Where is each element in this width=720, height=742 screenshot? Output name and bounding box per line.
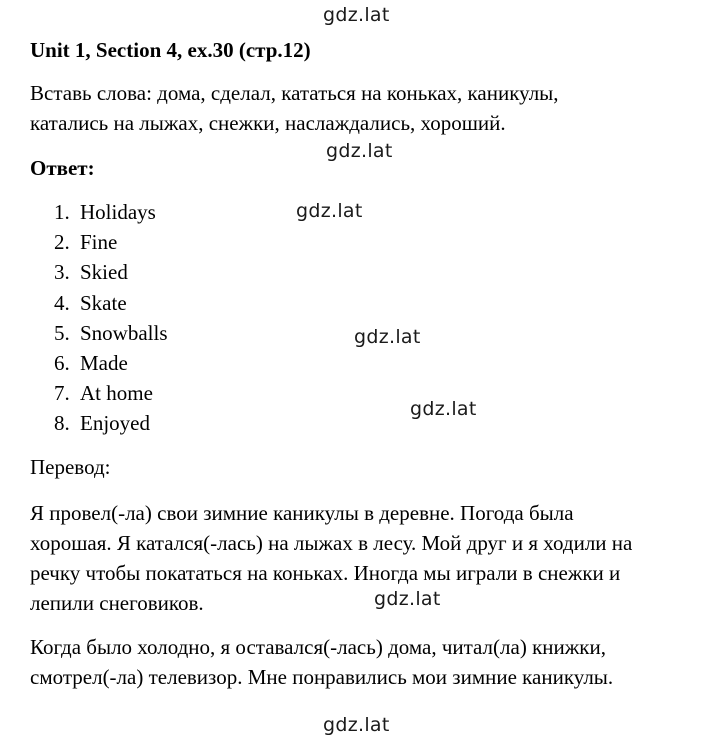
task-line: Вставь слова: дома, сделал, кататься на коньках, каникулы, [30,81,559,105]
item-number: 3. [54,260,70,285]
list-item [54,318,168,348]
paragraph-line: Я провел(-ла) свои зимние каникулы в деревне. Погода была [30,501,574,525]
paragraph-line: речку чтобы покататься на коньках. Иногда мы играли в снежки и [30,561,621,585]
translation-paragraph [30,632,613,692]
watermark: gdz.lat [323,4,390,26]
paragraph-line: Когда было холодно, я оставался(-лась) дома, читал(ла) книжки, [30,635,606,659]
answer-label: Ответ: [30,156,95,180]
watermark: gdz.lat [374,588,441,610]
item-text: Skate [80,290,127,315]
watermark: gdz.lat [323,714,390,736]
item-text: Fine [80,230,118,255]
list-item [54,257,168,287]
item-text: Holidays [80,200,156,224]
list-item [54,197,168,227]
watermark: gdz.lat [354,326,421,348]
item-number: 5. [54,320,70,345]
list-item [54,348,168,378]
item-number: 2. [54,230,70,255]
item-text: Snowballs [80,320,168,345]
item-number: 4. [54,290,70,315]
translation-label: Перевод: [30,455,111,479]
item-text: Enjoyed [80,411,150,436]
item-text: Made [80,350,128,375]
task-text [30,78,559,138]
watermark: gdz.lat [410,398,477,420]
item-text: At home [80,381,153,406]
item-text: Skied [80,260,128,285]
paragraph-line: хорошая. Я катался(-лась) на лыжах в лесу. Мой друг и я ходили на [30,531,633,555]
page-title: Unit 1, Section 4, ex.30 (стр.12) [30,38,311,62]
list-item [54,408,168,438]
paragraph-line: смотрел(-ла) телевизор. Мне понравились мои зимние каникулы. [30,665,614,689]
translation-paragraph [30,498,632,618]
task-line: катались на лыжах, снежки, наслаждались, хороший. [30,111,506,135]
watermark: gdz.lat [326,140,393,162]
list-item [54,378,168,408]
item-number: 1. [54,200,70,224]
watermark: gdz.lat [296,200,363,222]
item-number: 8. [54,411,70,436]
list-item [54,288,168,318]
item-number: 6. [54,350,70,375]
list-item [54,227,168,257]
paragraph-line: лепили снеговиков. [30,591,204,615]
answer-list [54,197,168,439]
item-number: 7. [54,381,70,406]
